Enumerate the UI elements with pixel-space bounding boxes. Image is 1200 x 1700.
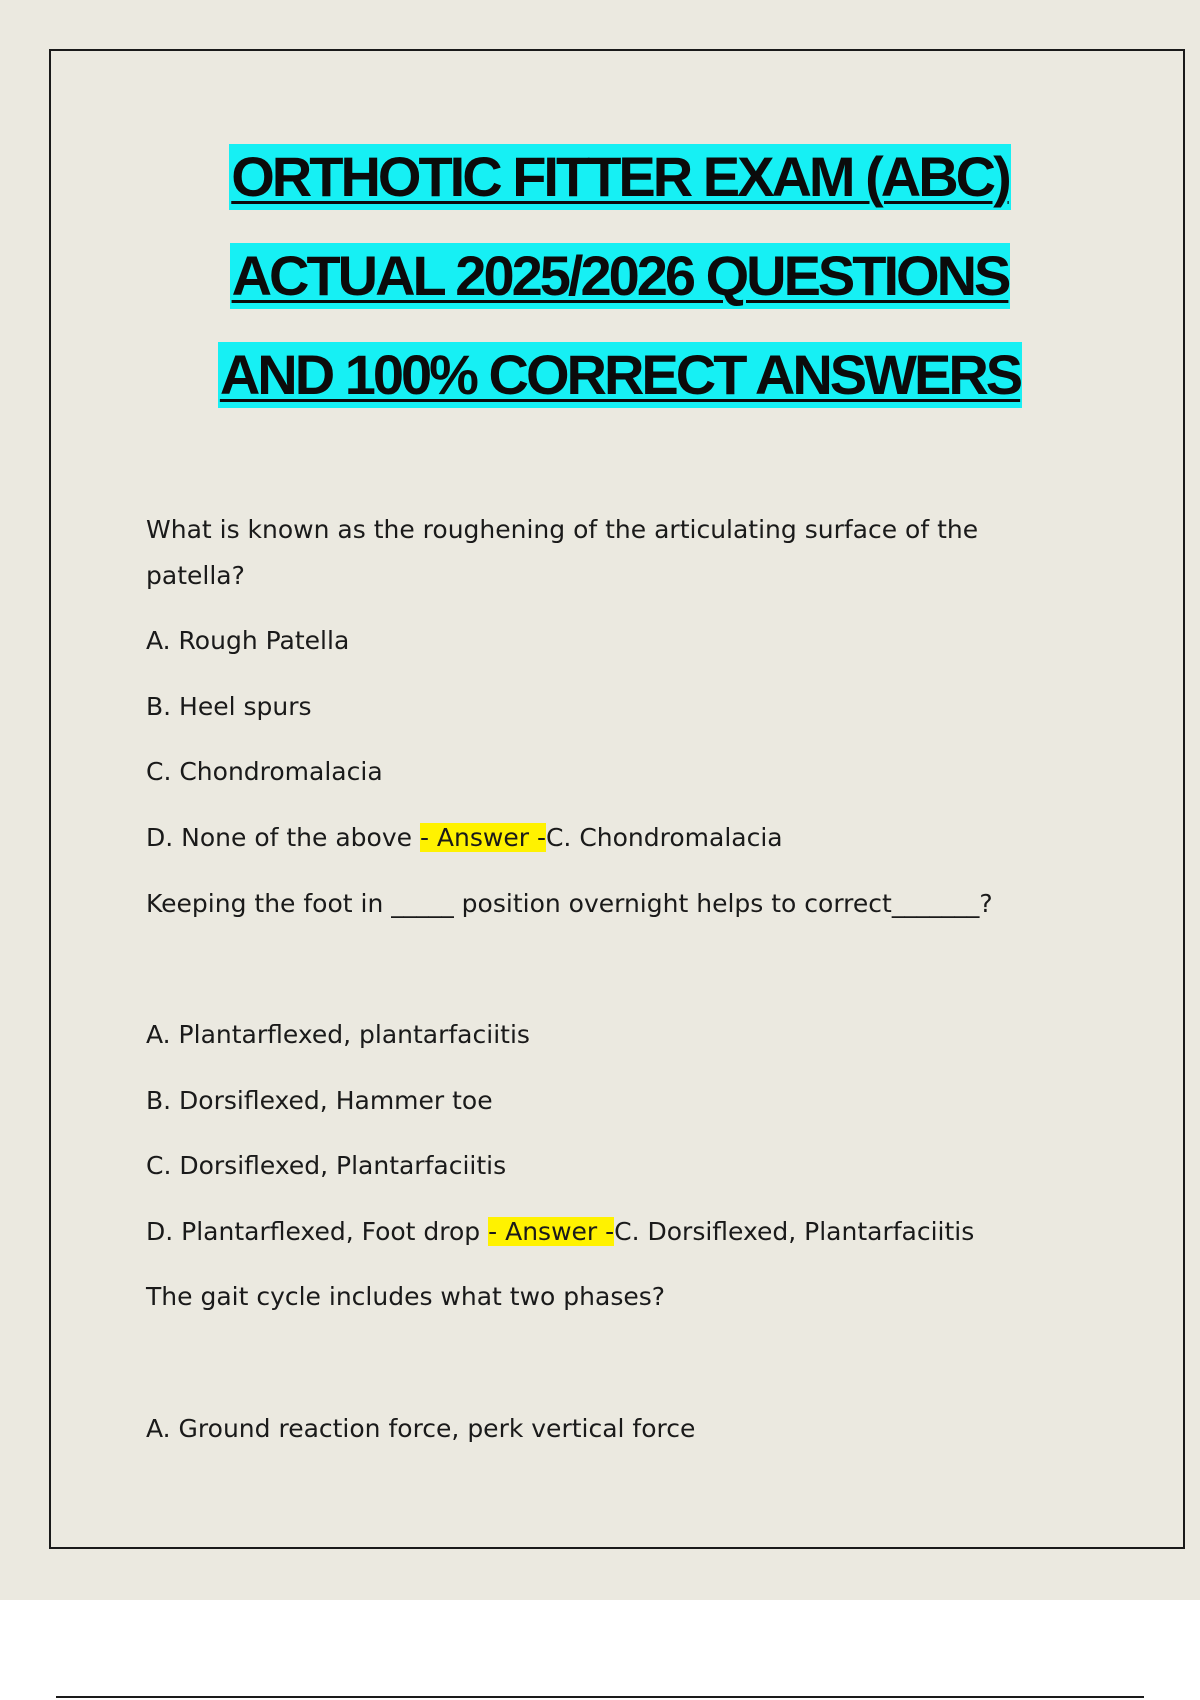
answer-marker: - Answer - (488, 1217, 615, 1246)
question-1-option-c: C. Chondromalacia (146, 757, 383, 786)
question-2-option-b: B. Dorsiflexed, Hammer toe (146, 1086, 493, 1115)
question-2-answer: C. Dorsiflexed, Plantarfaciitis (614, 1217, 975, 1246)
question-1-prompt-line-1: What is known as the roughening of the articulating surface of the (146, 515, 979, 544)
question-1-option-b: B. Heel spurs (146, 692, 312, 721)
question-2-prompt-line-1: Keeping the foot in _____ position overnight helps to correct_______? (146, 889, 993, 918)
title-line-3: AND 100% CORRECT ANSWERS (219, 343, 1021, 406)
question-2-option-d: D. Plantarflexed, Foot drop (146, 1217, 489, 1246)
question-1-answer: C. Chondromalacia (545, 823, 783, 852)
question-2-option-d-with-answer (146, 1215, 974, 1249)
question-1-option-d-with-answer (146, 821, 783, 855)
title-line-2: ACTUAL 2025/2026 QUESTIONS (231, 244, 1009, 307)
question-1-option-a: A. Rough Patella (146, 626, 350, 655)
question-1-prompt-line-2: patella? (146, 561, 245, 590)
answer-marker: - Answer - (419, 823, 546, 852)
question-2-option-a: A. Plantarflexed, plantarfaciitis (146, 1020, 530, 1049)
question-1-option-d: D. None of the above (146, 823, 420, 852)
title-line-1: ORTHOTIC FITTER EXAM (ABC) (231, 145, 1009, 208)
question-3-prompt-line-1: The gait cycle includes what two phases? (146, 1282, 666, 1311)
question-2-option-c: C. Dorsiflexed, Plantarfaciitis (146, 1151, 507, 1180)
bottom-divider (56, 1696, 1144, 1698)
document-title (0, 142, 1200, 439)
question-3-option-a: A. Ground reaction force, perk vertical force (146, 1414, 696, 1443)
